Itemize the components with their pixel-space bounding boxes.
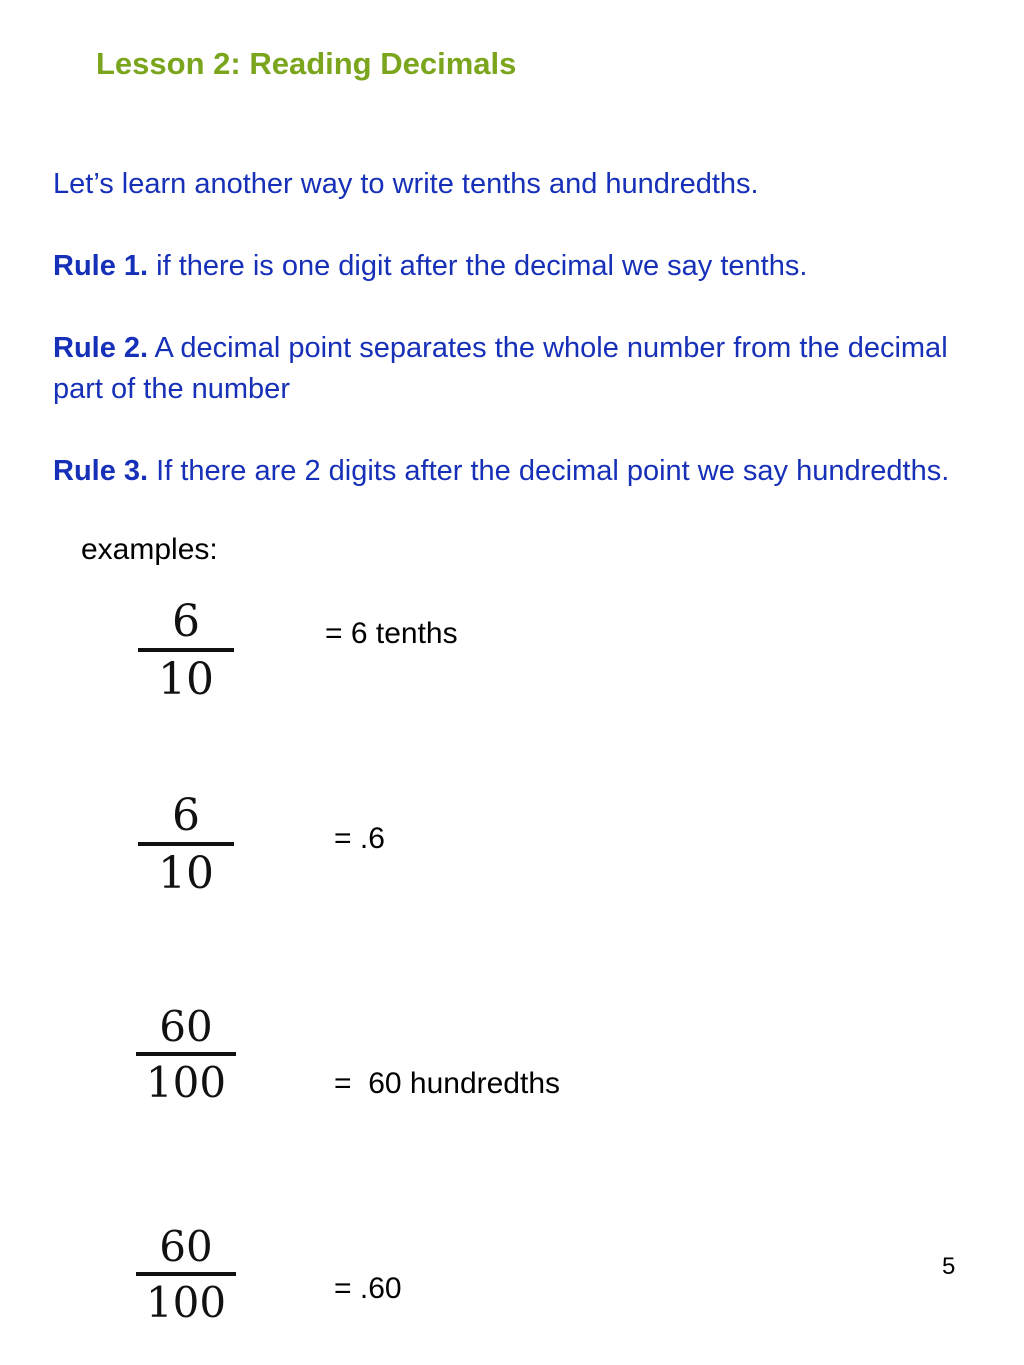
fraction-example-4 [136, 1222, 236, 1327]
rule-2 [53, 328, 1003, 410]
fraction-numerator: 6 [172, 790, 200, 841]
fraction-denominator: 10 [158, 848, 214, 899]
examples-label: examples: [81, 533, 218, 566]
fraction-bar [138, 648, 234, 652]
rule-3-label: Rule 3. [53, 455, 149, 487]
example-4-equals: = .60 [334, 1272, 402, 1305]
rule-1-text: if there is one digit after the decimal we say tenths. [148, 250, 808, 282]
page-title: Lesson 2: Reading Decimals [96, 46, 517, 81]
fraction-example-1 [138, 596, 234, 705]
rule-1-label: Rule 1. [53, 250, 149, 282]
fraction-example-3 [136, 1002, 236, 1107]
fraction-denominator: 100 [145, 1058, 227, 1107]
example-3-equals: = 60 hundredths [334, 1067, 561, 1100]
fraction-bar [136, 1052, 236, 1056]
rule-2-text: A decimal point separates the whole number from the decimal part of the number [53, 332, 948, 405]
rule-3-text: If there are 2 digits after the decimal point we say hundredths. [148, 455, 950, 487]
rule-3 [53, 451, 1003, 492]
page-number: 5 [942, 1253, 956, 1280]
fraction-denominator: 10 [158, 654, 214, 705]
fraction-example-2 [138, 790, 234, 899]
fraction-numerator: 60 [159, 1002, 213, 1051]
fraction-numerator: 6 [172, 596, 200, 647]
rule-2-label: Rule 2. [53, 332, 149, 364]
example-1-equals: = 6 tenths [325, 617, 458, 650]
fraction-numerator: 60 [159, 1222, 213, 1271]
fraction-bar [136, 1272, 236, 1276]
intro-text: Let’s learn another way to write tenths and hundredths. [53, 168, 759, 200]
fraction-denominator: 100 [145, 1278, 227, 1327]
rule-1 [53, 246, 1003, 287]
fraction-bar [138, 842, 234, 846]
example-2-equals: = .6 [334, 822, 385, 855]
